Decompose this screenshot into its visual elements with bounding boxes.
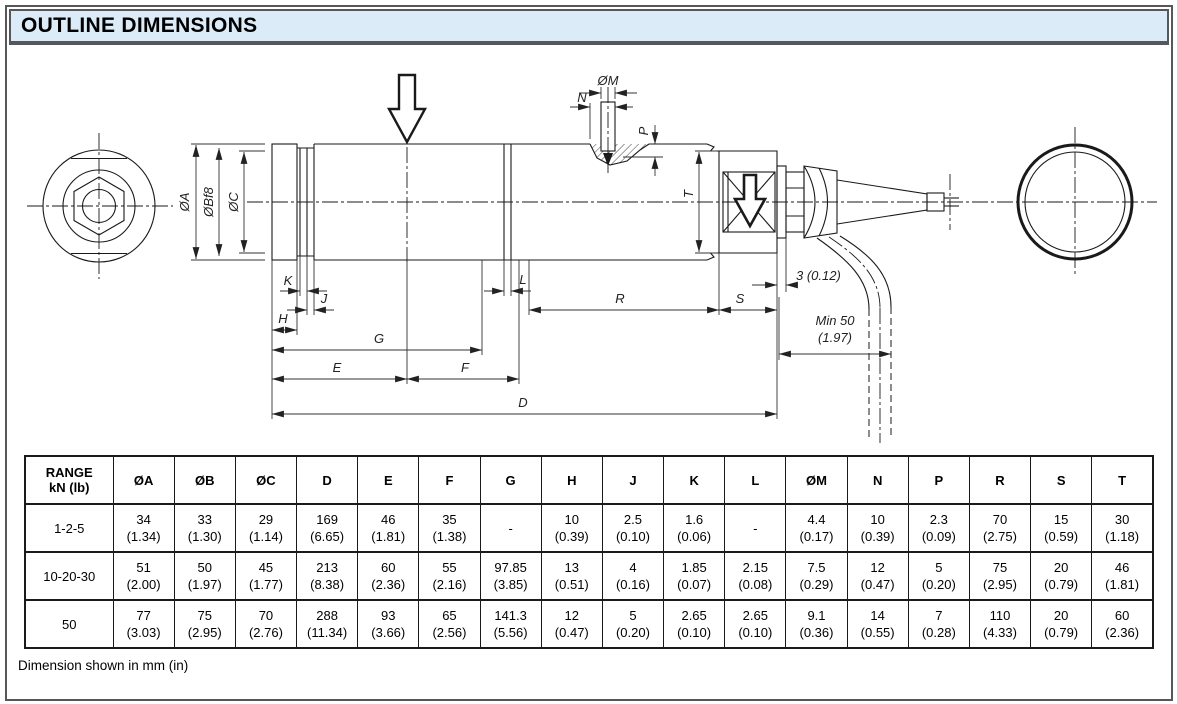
dim-value-cell: 5 (0.20) xyxy=(602,600,663,648)
dim-label-S: S xyxy=(735,291,745,306)
range-cell: 1-2-5 xyxy=(25,504,113,552)
dim-value-cell: - xyxy=(480,504,541,552)
dim-label-E: E xyxy=(332,360,342,375)
dim-label-J: J xyxy=(320,291,328,306)
dim-value-cell: 141.3 (5.56) xyxy=(480,600,541,648)
dim-label-phiB: ØBf8 xyxy=(201,187,216,217)
table-header-row xyxy=(25,456,1153,504)
column-header-d: D xyxy=(297,456,358,504)
label-arrow-icon xyxy=(735,175,765,226)
dim-value-cell: 20 (0.79) xyxy=(1031,552,1092,600)
table-row xyxy=(25,504,1153,552)
dim-value-cell: 10 (0.39) xyxy=(847,504,908,552)
dim-value-cell: 2.15 (0.08) xyxy=(725,552,786,600)
length-dimensions xyxy=(272,238,891,419)
dim-label-R: R xyxy=(615,291,625,306)
section-title: OUTLINE DIMENSIONS xyxy=(21,14,258,37)
outline-drawing xyxy=(7,47,1168,451)
dim-value-cell: 15 (0.59) xyxy=(1031,504,1092,552)
dim-label-L: L xyxy=(519,272,527,287)
dim-value-cell: 34 (1.34) xyxy=(113,504,174,552)
page-frame xyxy=(5,5,1173,701)
range-header-line1: RANGE xyxy=(45,465,93,480)
dim-label-K: K xyxy=(283,273,293,288)
side-view xyxy=(272,144,719,262)
dim-value-cell: 12 (0.47) xyxy=(541,600,602,648)
dim-label-D: D xyxy=(518,395,528,410)
dim-value-cell: 2.3 (0.09) xyxy=(908,504,969,552)
column-header-k: K xyxy=(664,456,725,504)
column-header-g: G xyxy=(480,456,541,504)
column-header-p: P xyxy=(908,456,969,504)
outline-drawing-svg xyxy=(7,47,1168,451)
dim-label-gap: 3 (0.12) xyxy=(796,268,841,283)
column-header-range xyxy=(25,456,113,504)
range-cell: 50 xyxy=(25,600,113,648)
units-note: Dimension shown in mm (in) xyxy=(18,658,189,673)
column-header-e: E xyxy=(358,456,419,504)
table-row xyxy=(25,552,1153,600)
dim-value-cell: 12 (0.47) xyxy=(847,552,908,600)
dimensions-table xyxy=(24,455,1154,649)
column-header-phia: ØA xyxy=(113,456,174,504)
dim-value-cell: 50 (1.97) xyxy=(174,552,235,600)
dim-value-cell: 2.5 (0.10) xyxy=(602,504,663,552)
dim-value-cell: 51 (2.00) xyxy=(113,552,174,600)
column-header-t: T xyxy=(1092,456,1153,504)
column-header-h: H xyxy=(541,456,602,504)
mounting-hole-detail xyxy=(570,73,663,176)
load-arrow-icon xyxy=(389,75,425,142)
dim-value-cell: 4.4 (0.17) xyxy=(786,504,847,552)
dim-value-cell: 46 (1.81) xyxy=(1092,552,1153,600)
column-header-r: R xyxy=(969,456,1030,504)
dim-value-cell: 2.65 (0.10) xyxy=(664,600,725,648)
column-header-s: S xyxy=(1031,456,1092,504)
dim-value-cell: 77 (3.03) xyxy=(113,600,174,648)
dim-label-phiM: ØM xyxy=(597,73,619,88)
dim-value-cell: 30 (1.18) xyxy=(1092,504,1153,552)
dim-value-cell: 60 (2.36) xyxy=(358,552,419,600)
dim-value-cell: 9.1 (0.36) xyxy=(786,600,847,648)
dim-label-G: G xyxy=(373,331,385,346)
dim-value-cell: 45 (1.77) xyxy=(235,552,296,600)
dim-value-cell: 288 (11.34) xyxy=(297,600,358,648)
dim-label-min-bend-1: Min 50 xyxy=(815,313,855,328)
dim-value-cell: 33 (1.30) xyxy=(174,504,235,552)
column-header-l: L xyxy=(725,456,786,504)
dim-value-cell: 35 (1.38) xyxy=(419,504,480,552)
dim-value-cell: 13 (0.51) xyxy=(541,552,602,600)
dim-value-cell: 110 (4.33) xyxy=(969,600,1030,648)
dim-value-cell: 70 (2.75) xyxy=(969,504,1030,552)
dim-value-cell: 169 (6.65) xyxy=(297,504,358,552)
dim-label-T: T xyxy=(681,190,696,198)
column-header-phic: ØC xyxy=(235,456,296,504)
range-header-line2: kN (lb) xyxy=(49,480,90,495)
column-header-f: F xyxy=(419,456,480,504)
dim-label-N: N xyxy=(577,90,587,105)
column-header-phib: ØB xyxy=(174,456,235,504)
column-header-n: N xyxy=(847,456,908,504)
dim-value-cell: 7 (0.28) xyxy=(908,600,969,648)
dim-value-cell: 10 (0.39) xyxy=(541,504,602,552)
dim-value-cell: 75 (2.95) xyxy=(969,552,1030,600)
dim-value-cell: 213 (8.38) xyxy=(297,552,358,600)
dim-value-cell: 1.85 (0.07) xyxy=(664,552,725,600)
dim-value-cell: 14 (0.55) xyxy=(847,600,908,648)
column-header-j: J xyxy=(602,456,663,504)
table-row xyxy=(25,600,1153,648)
dim-value-cell: 29 (1.14) xyxy=(235,504,296,552)
dim-label-phiA: ØA xyxy=(177,192,192,212)
dim-label-H: H xyxy=(278,311,288,326)
dim-value-cell: 93 (3.66) xyxy=(358,600,419,648)
dim-value-cell: 70 (2.76) xyxy=(235,600,296,648)
dim-value-cell: 46 (1.81) xyxy=(358,504,419,552)
dim-value-cell: 75 (2.95) xyxy=(174,600,235,648)
dim-value-cell: 97.85 (3.85) xyxy=(480,552,541,600)
dim-value-cell: 65 (2.56) xyxy=(419,600,480,648)
dim-label-min-bend-2: (1.97) xyxy=(818,330,852,345)
dim-value-cell: 55 (2.16) xyxy=(419,552,480,600)
left-end-view xyxy=(27,133,173,279)
dim-value-cell: 7.5 (0.29) xyxy=(786,552,847,600)
dim-value-cell: 4 (0.16) xyxy=(602,552,663,600)
dim-label-phiC: ØC xyxy=(226,192,241,212)
section-title-bar xyxy=(9,9,1169,45)
dim-value-cell: 1.6 (0.06) xyxy=(664,504,725,552)
dim-value-cell: 2.65 (0.10) xyxy=(725,600,786,648)
column-header-phim: ØM xyxy=(786,456,847,504)
dim-value-cell: 5 (0.20) xyxy=(908,552,969,600)
dim-value-cell: 20 (0.79) xyxy=(1031,600,1092,648)
range-cell: 10-20-30 xyxy=(25,552,113,600)
dim-label-F: F xyxy=(461,360,469,375)
dim-value-cell: - xyxy=(725,504,786,552)
dim-label-P: P xyxy=(636,126,651,136)
dim-value-cell: 60 (2.36) xyxy=(1092,600,1153,648)
